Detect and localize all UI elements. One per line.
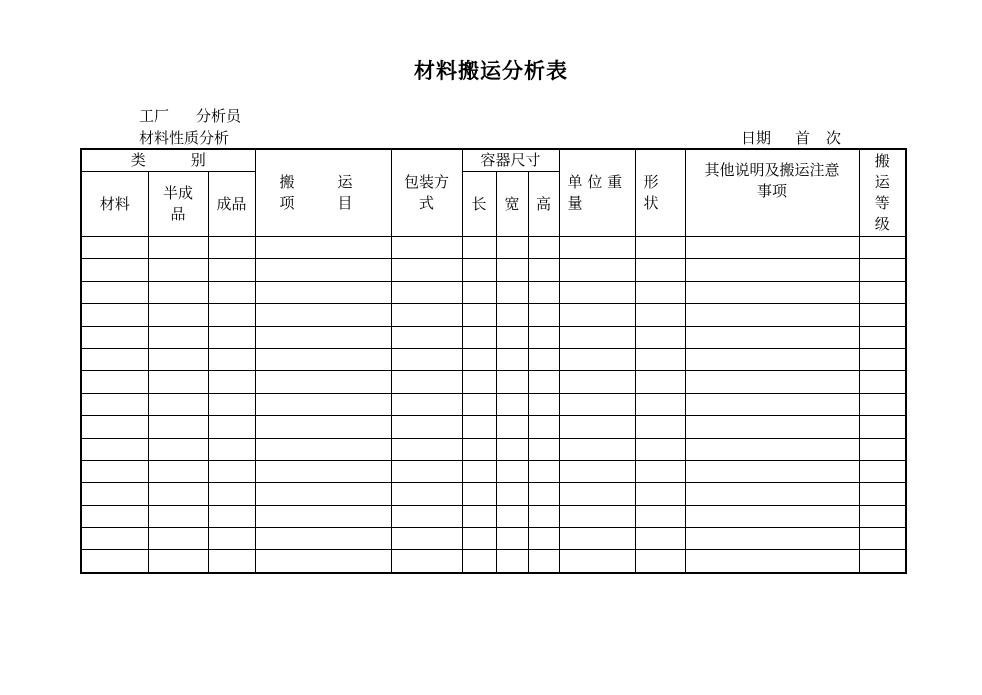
table-cell[interactable] bbox=[148, 438, 208, 460]
table-cell[interactable] bbox=[859, 348, 906, 370]
table-cell[interactable] bbox=[391, 348, 462, 370]
category-header: 类 别 bbox=[81, 149, 255, 172]
table-cell[interactable] bbox=[528, 326, 559, 348]
table-cell[interactable] bbox=[462, 550, 496, 573]
table-cell[interactable] bbox=[685, 326, 859, 348]
table-cell[interactable] bbox=[496, 438, 528, 460]
table-row bbox=[81, 460, 906, 482]
table-cell[interactable] bbox=[559, 438, 635, 460]
table-cell[interactable] bbox=[255, 460, 391, 482]
table-cell[interactable] bbox=[81, 393, 148, 415]
table-cell[interactable] bbox=[148, 393, 208, 415]
table-cell[interactable] bbox=[859, 393, 906, 415]
table-cell[interactable] bbox=[255, 371, 391, 393]
table-cell[interactable] bbox=[859, 304, 906, 326]
table-row bbox=[81, 483, 906, 505]
table-cell[interactable] bbox=[148, 550, 208, 573]
table-cell[interactable] bbox=[462, 304, 496, 326]
table-cell[interactable] bbox=[148, 460, 208, 482]
table-cell[interactable] bbox=[559, 304, 635, 326]
table-cell[interactable] bbox=[685, 371, 859, 393]
table-cell[interactable] bbox=[559, 259, 635, 281]
table-cell[interactable] bbox=[859, 438, 906, 460]
first-label: 首 bbox=[795, 129, 811, 147]
table-row bbox=[81, 528, 906, 550]
table-cell[interactable] bbox=[148, 371, 208, 393]
table-cell[interactable] bbox=[496, 550, 528, 573]
table-cell[interactable] bbox=[859, 550, 906, 573]
table-cell[interactable] bbox=[462, 416, 496, 438]
table-cell[interactable] bbox=[255, 259, 391, 281]
table-cell[interactable] bbox=[255, 416, 391, 438]
table-cell[interactable] bbox=[208, 416, 255, 438]
table-cell[interactable] bbox=[148, 348, 208, 370]
table-cell[interactable] bbox=[528, 416, 559, 438]
height-header: 高 bbox=[528, 172, 559, 237]
table-cell[interactable] bbox=[635, 326, 685, 348]
table-cell[interactable] bbox=[462, 281, 496, 303]
table-cell[interactable] bbox=[685, 304, 859, 326]
table-cell[interactable] bbox=[528, 281, 559, 303]
width-header: 宽 bbox=[496, 172, 528, 237]
table-cell[interactable] bbox=[635, 393, 685, 415]
table-cell[interactable] bbox=[859, 281, 906, 303]
table-row bbox=[81, 237, 906, 259]
table-row bbox=[81, 371, 906, 393]
table-row bbox=[81, 393, 906, 415]
table-cell[interactable] bbox=[208, 460, 255, 482]
table-cell[interactable] bbox=[685, 550, 859, 573]
table-cell[interactable] bbox=[859, 528, 906, 550]
table-cell[interactable] bbox=[391, 371, 462, 393]
table-cell[interactable] bbox=[208, 371, 255, 393]
table-cell[interactable] bbox=[208, 550, 255, 573]
table-cell[interactable] bbox=[685, 259, 859, 281]
table-cell[interactable] bbox=[208, 483, 255, 505]
table-cell[interactable] bbox=[391, 259, 462, 281]
table-cell[interactable] bbox=[255, 550, 391, 573]
table-cell[interactable] bbox=[255, 528, 391, 550]
table-cell[interactable] bbox=[255, 304, 391, 326]
table-cell[interactable] bbox=[528, 393, 559, 415]
table-cell[interactable] bbox=[635, 304, 685, 326]
table-cell[interactable] bbox=[255, 348, 391, 370]
semi-product-header: 半成 品 bbox=[148, 172, 208, 237]
table-cell[interactable] bbox=[635, 505, 685, 527]
table-cell[interactable] bbox=[496, 304, 528, 326]
table-cell[interactable] bbox=[81, 237, 148, 259]
table-cell[interactable] bbox=[391, 304, 462, 326]
table-cell[interactable] bbox=[81, 304, 148, 326]
table-cell[interactable] bbox=[81, 550, 148, 573]
table-cell[interactable] bbox=[559, 348, 635, 370]
table-cell[interactable] bbox=[496, 416, 528, 438]
table-cell[interactable] bbox=[635, 348, 685, 370]
table-cell[interactable] bbox=[496, 259, 528, 281]
table-cell[interactable] bbox=[81, 438, 148, 460]
unit-weight-header: 单 位 重 量 bbox=[559, 149, 635, 237]
table-cell[interactable] bbox=[496, 371, 528, 393]
table-cell[interactable] bbox=[685, 460, 859, 482]
table-cell[interactable] bbox=[148, 326, 208, 348]
table-cell[interactable] bbox=[391, 528, 462, 550]
table-cell[interactable] bbox=[496, 326, 528, 348]
table-cell[interactable] bbox=[559, 371, 635, 393]
table-cell[interactable] bbox=[255, 237, 391, 259]
table-cell[interactable] bbox=[148, 528, 208, 550]
table-cell[interactable] bbox=[685, 281, 859, 303]
table-row bbox=[81, 348, 906, 370]
material-handling-table bbox=[80, 148, 907, 574]
table-cell[interactable] bbox=[528, 237, 559, 259]
table-cell[interactable] bbox=[859, 371, 906, 393]
material-property-label: 材料性质分析 bbox=[139, 129, 230, 147]
table-cell[interactable] bbox=[255, 393, 391, 415]
table-row bbox=[81, 304, 906, 326]
table-cell[interactable] bbox=[635, 528, 685, 550]
table-cell[interactable] bbox=[462, 438, 496, 460]
table-cell[interactable] bbox=[859, 259, 906, 281]
table-cell[interactable] bbox=[685, 393, 859, 415]
table-cell[interactable] bbox=[635, 460, 685, 482]
table-cell[interactable] bbox=[81, 371, 148, 393]
table-cell[interactable] bbox=[208, 393, 255, 415]
table-cell[interactable] bbox=[496, 505, 528, 527]
table-cell[interactable] bbox=[528, 438, 559, 460]
container-size-header: 容器尺寸 bbox=[462, 149, 559, 172]
table-cell[interactable] bbox=[208, 259, 255, 281]
table-cell[interactable] bbox=[462, 237, 496, 259]
date-label: 日期 bbox=[741, 129, 772, 147]
times-label: 次 bbox=[826, 129, 842, 147]
table-cell[interactable] bbox=[148, 483, 208, 505]
table-cell[interactable] bbox=[462, 528, 496, 550]
table-cell[interactable] bbox=[148, 505, 208, 527]
table-cell[interactable] bbox=[635, 483, 685, 505]
table-cell[interactable] bbox=[391, 281, 462, 303]
table-row bbox=[81, 438, 906, 460]
table-body bbox=[81, 237, 906, 573]
table-cell[interactable] bbox=[528, 259, 559, 281]
table-row bbox=[81, 550, 906, 573]
table-cell[interactable] bbox=[685, 237, 859, 259]
table-cell[interactable] bbox=[462, 259, 496, 281]
table-cell[interactable] bbox=[496, 528, 528, 550]
table-cell[interactable] bbox=[685, 416, 859, 438]
table-cell[interactable] bbox=[685, 505, 859, 527]
table-row bbox=[81, 326, 906, 348]
table-cell[interactable] bbox=[685, 528, 859, 550]
table-cell[interactable] bbox=[685, 348, 859, 370]
table-cell[interactable] bbox=[148, 259, 208, 281]
table-cell[interactable] bbox=[81, 281, 148, 303]
table-row bbox=[81, 281, 906, 303]
table-cell[interactable] bbox=[635, 438, 685, 460]
table-cell[interactable] bbox=[81, 348, 148, 370]
table-cell[interactable] bbox=[635, 416, 685, 438]
notes-header: 其他说明及搬运注意 事项 bbox=[685, 149, 859, 237]
table-row bbox=[81, 259, 906, 281]
table-cell[interactable] bbox=[148, 281, 208, 303]
table-cell[interactable] bbox=[496, 281, 528, 303]
table-cell[interactable] bbox=[208, 438, 255, 460]
table-cell[interactable] bbox=[148, 237, 208, 259]
table-cell[interactable] bbox=[528, 528, 559, 550]
handling-grade-header: 搬 运 等 级 bbox=[859, 149, 906, 237]
table-cell[interactable] bbox=[685, 438, 859, 460]
table-cell[interactable] bbox=[255, 505, 391, 527]
table-cell[interactable] bbox=[635, 237, 685, 259]
table-cell[interactable] bbox=[255, 326, 391, 348]
table-cell[interactable] bbox=[208, 505, 255, 527]
table-cell[interactable] bbox=[391, 438, 462, 460]
table-cell[interactable] bbox=[496, 483, 528, 505]
table-cell[interactable] bbox=[391, 460, 462, 482]
table-cell[interactable] bbox=[559, 460, 635, 482]
table-cell[interactable] bbox=[528, 460, 559, 482]
table-cell[interactable] bbox=[81, 326, 148, 348]
table-cell[interactable] bbox=[391, 550, 462, 573]
table-cell[interactable] bbox=[528, 483, 559, 505]
table-cell[interactable] bbox=[255, 281, 391, 303]
table-cell[interactable] bbox=[462, 326, 496, 348]
table-cell[interactable] bbox=[859, 505, 906, 527]
table-cell[interactable] bbox=[496, 460, 528, 482]
table-cell[interactable] bbox=[81, 483, 148, 505]
table-cell[interactable] bbox=[559, 416, 635, 438]
table-cell[interactable] bbox=[559, 483, 635, 505]
table-cell[interactable] bbox=[208, 281, 255, 303]
table-cell[interactable] bbox=[559, 505, 635, 527]
table-cell[interactable] bbox=[391, 416, 462, 438]
table-cell[interactable] bbox=[635, 259, 685, 281]
table-cell[interactable] bbox=[148, 304, 208, 326]
table-cell[interactable] bbox=[635, 371, 685, 393]
table-cell[interactable] bbox=[81, 460, 148, 482]
table-cell[interactable] bbox=[528, 550, 559, 573]
table-cell[interactable] bbox=[496, 237, 528, 259]
table-cell[interactable] bbox=[685, 483, 859, 505]
table-cell[interactable] bbox=[559, 326, 635, 348]
table-cell[interactable] bbox=[391, 326, 462, 348]
table-cell[interactable] bbox=[635, 281, 685, 303]
analyst-label: 分析员 bbox=[196, 107, 242, 125]
table-cell[interactable] bbox=[208, 304, 255, 326]
table-cell[interactable] bbox=[208, 348, 255, 370]
table-cell[interactable] bbox=[208, 528, 255, 550]
handling-item-header: 搬 运 项 目 bbox=[255, 149, 391, 237]
table-cell[interactable] bbox=[148, 416, 208, 438]
table-cell[interactable] bbox=[559, 528, 635, 550]
table-cell[interactable] bbox=[559, 550, 635, 573]
table-cell[interactable] bbox=[528, 348, 559, 370]
table-cell[interactable] bbox=[391, 505, 462, 527]
table-cell[interactable] bbox=[462, 371, 496, 393]
table-cell[interactable] bbox=[859, 483, 906, 505]
packing-header: 包装方 式 bbox=[391, 149, 462, 237]
table-cell[interactable] bbox=[208, 237, 255, 259]
table-cell[interactable] bbox=[81, 528, 148, 550]
table-cell[interactable] bbox=[559, 393, 635, 415]
table-cell[interactable] bbox=[462, 348, 496, 370]
table-cell[interactable] bbox=[255, 483, 391, 505]
shape-header: 形 状 bbox=[635, 149, 685, 237]
table-cell[interactable] bbox=[635, 550, 685, 573]
table-cell[interactable] bbox=[528, 505, 559, 527]
table-cell[interactable] bbox=[559, 237, 635, 259]
table-cell[interactable] bbox=[81, 505, 148, 527]
length-header: 长 bbox=[462, 172, 496, 237]
table-cell[interactable] bbox=[391, 393, 462, 415]
table-cell[interactable] bbox=[859, 326, 906, 348]
table-cell[interactable] bbox=[859, 237, 906, 259]
table-cell[interactable] bbox=[391, 237, 462, 259]
table-cell[interactable] bbox=[208, 326, 255, 348]
finished-product-header: 成品 bbox=[208, 172, 255, 237]
table-row bbox=[81, 505, 906, 527]
table-cell[interactable] bbox=[81, 416, 148, 438]
material-header: 材料 bbox=[81, 172, 148, 237]
table-cell[interactable] bbox=[391, 483, 462, 505]
table-cell[interactable] bbox=[528, 371, 559, 393]
table-cell[interactable] bbox=[81, 259, 148, 281]
table-cell[interactable] bbox=[462, 393, 496, 415]
table-cell[interactable] bbox=[559, 281, 635, 303]
table-cell[interactable] bbox=[859, 416, 906, 438]
table-cell[interactable] bbox=[462, 483, 496, 505]
document-title: 材料搬运分析表 bbox=[414, 59, 568, 83]
table-cell[interactable] bbox=[496, 348, 528, 370]
table-cell[interactable] bbox=[462, 505, 496, 527]
table-row bbox=[81, 416, 906, 438]
table-cell[interactable] bbox=[496, 393, 528, 415]
table-cell[interactable] bbox=[859, 460, 906, 482]
table-cell[interactable] bbox=[528, 304, 559, 326]
table-cell[interactable] bbox=[462, 460, 496, 482]
factory-label: 工厂 bbox=[139, 107, 170, 125]
table-cell[interactable] bbox=[255, 438, 391, 460]
